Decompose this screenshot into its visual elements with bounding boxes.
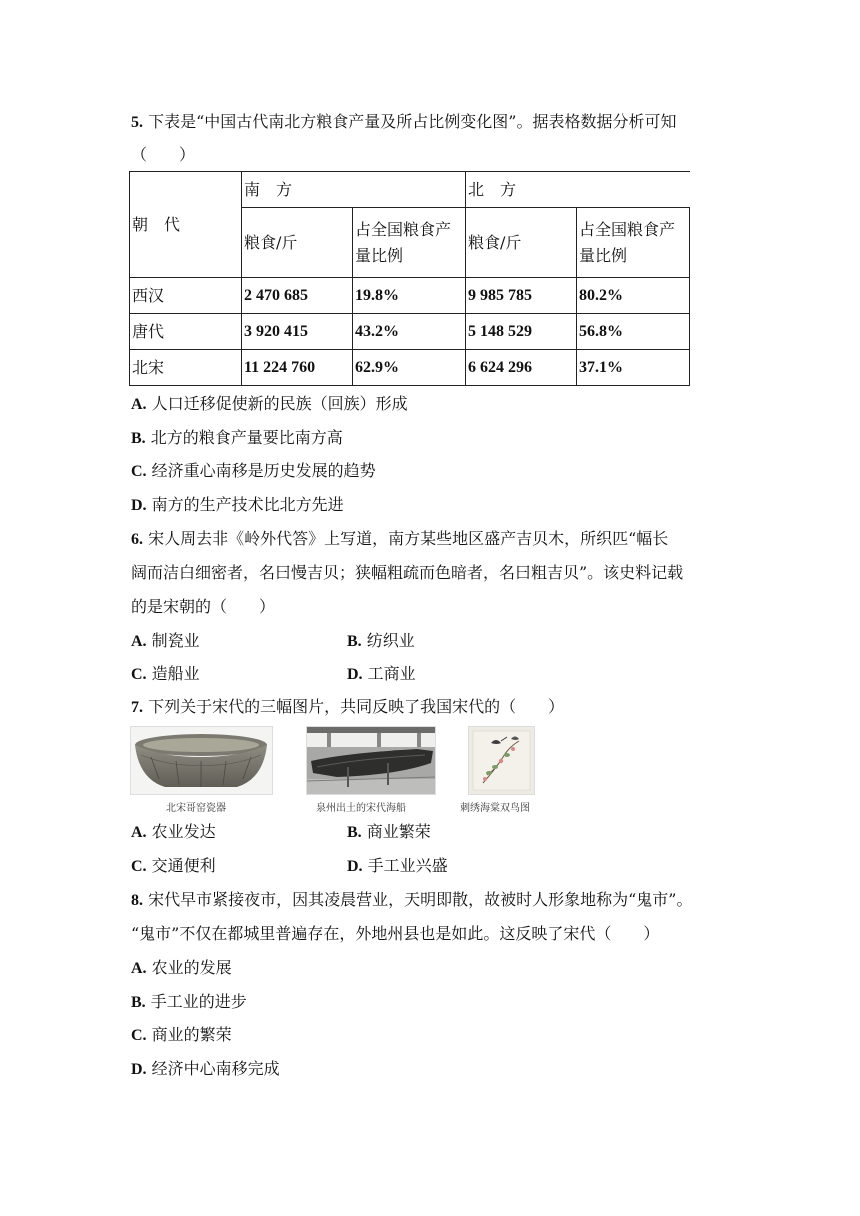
q7-number: 7. [131, 699, 143, 716]
embroidery-drawing [469, 727, 534, 794]
figure-caption: 北宋哥窑瓷器 [166, 803, 226, 814]
q7-option-a[interactable] [131, 822, 216, 843]
option-letter: C. [131, 666, 147, 683]
q6-option-a[interactable] [131, 631, 200, 652]
q5-stem [131, 112, 676, 133]
header-south-grain: 粮食/斤 [242, 208, 353, 278]
option-text: 商业繁荣 [366, 822, 431, 841]
porcelain-bowl-image [130, 726, 273, 795]
cell-north-ratio: 56.8% [577, 314, 690, 350]
cell-north-ratio: 80.2% [577, 278, 690, 314]
cell-north-grain: 9 985 785 [466, 278, 577, 314]
option-letter: D. [131, 1061, 147, 1078]
option-text: 经济中心南移完成 [151, 1059, 280, 1078]
ship-drawing [307, 727, 435, 794]
header-south-ratio [353, 208, 466, 278]
option-letter: C. [131, 858, 147, 875]
option-letter: D. [131, 497, 147, 514]
option-letter: A. [131, 960, 147, 977]
figure-caption: 刺绣海棠双鸟图 [460, 803, 530, 814]
figure-caption: 泉州出土的宋代海船 [316, 803, 406, 814]
option-text: 纺织业 [366, 631, 415, 650]
header-north-grain: 粮食/斤 [466, 208, 577, 278]
option-letter: C. [131, 463, 147, 480]
q8-stem-line1 [131, 890, 692, 911]
q6-option-d[interactable] [347, 664, 416, 685]
cell-north-grain: 6 624 296 [466, 350, 577, 386]
option-letter: D. [347, 666, 363, 683]
ratio-line2: 量比例 [355, 245, 404, 265]
q6-option-b[interactable] [347, 631, 415, 652]
header-north-ratio [577, 208, 690, 278]
bowl-drawing [131, 727, 272, 794]
option-letter: B. [347, 824, 362, 841]
q8-option-b[interactable] [131, 992, 247, 1013]
q8-option-c[interactable] [131, 1025, 232, 1046]
cell-south-grain: 3 920 415 [242, 314, 353, 350]
q6-number: 6. [131, 531, 143, 548]
cell-dynasty: 北宋 [130, 350, 242, 386]
option-text: 制瓷业 [151, 631, 200, 650]
header-north: 北 方 [466, 172, 690, 208]
option-text: 工商业 [367, 664, 416, 683]
option-text: 经济重心南移是历史发展的趋势 [151, 461, 376, 480]
option-text: 农业的发展 [151, 958, 232, 977]
option-letter: B. [131, 430, 146, 447]
option-text: 南方的生产技术比北方先进 [151, 495, 344, 514]
q8-option-a[interactable] [131, 958, 232, 979]
header-south: 南 方 [242, 172, 466, 208]
option-text: 商业的繁荣 [151, 1025, 232, 1044]
option-text: 手工业的进步 [150, 992, 247, 1011]
table-row [130, 278, 690, 314]
embroidery-image [468, 726, 535, 795]
option-text: 人口迁移促使新的民族（回族）形成 [151, 394, 408, 413]
q6-option-c[interactable] [131, 664, 200, 685]
ratio-line2: 量比例 [579, 245, 628, 265]
option-text: 手工业兴盛 [367, 856, 448, 875]
q5-number: 5. [131, 114, 143, 131]
cell-dynasty: 唐代 [130, 314, 242, 350]
q8-option-d[interactable] [131, 1059, 280, 1080]
option-text: 交通便利 [151, 856, 216, 875]
ratio-line1: 占全国粮食产 [355, 219, 452, 239]
q5-option-b[interactable] [131, 428, 343, 449]
option-text: 造船业 [151, 664, 200, 683]
q8-stem-line2: “鬼市”不仅在都城里普遍存在，外地州县也是如此。这反映了宋代（ ） [131, 924, 660, 943]
option-letter: C. [131, 1027, 147, 1044]
q5-answer-paren: （ ） [131, 145, 196, 164]
option-letter: B. [347, 633, 362, 650]
cell-dynasty: 西汉 [130, 278, 242, 314]
cell-south-ratio: 43.2% [353, 314, 466, 350]
cell-south-ratio: 19.8% [353, 278, 466, 314]
option-text: 北方的粮食产量要比南方高 [150, 428, 343, 447]
ship-image [306, 726, 436, 795]
table-row [130, 350, 690, 386]
cell-north-grain: 5 148 529 [466, 314, 577, 350]
option-letter: A. [131, 824, 147, 841]
q5-stem-text: 下表是“中国古代南北方粮食产量及所占比例变化图”。据表格数据分析可知 [148, 112, 677, 131]
option-letter: D. [347, 858, 363, 875]
table-row [130, 314, 690, 350]
q7-stem [131, 697, 564, 718]
q7-option-b[interactable] [347, 822, 431, 843]
q7-text: 下列关于宋代的三幅图片，共同反映了我国宋代的（ ） [148, 697, 565, 716]
q8-number: 8. [131, 892, 143, 909]
option-letter: A. [131, 396, 147, 413]
q8-text: 宋代早市紧接夜市，因其凌晨营业，天明即散，故被时人形象地称为“鬼市”。 [148, 890, 693, 909]
grain-table [129, 171, 690, 386]
q7-option-d[interactable] [347, 856, 448, 877]
q6-text: 宋人周去非《岭外代答》上写道，南方某些地区盛产吉贝木，所织匹“幅长 [148, 529, 669, 548]
q6-stem-line1 [131, 529, 668, 550]
option-letter: B. [131, 994, 146, 1011]
q6-stem-line2: 阔而洁白细密者，名曰慢吉贝；狭幅粗疏而色暗者，名曰粗吉贝”。该史料记载 [131, 563, 684, 582]
cell-north-ratio: 37.1% [577, 350, 690, 386]
ratio-line1: 占全国粮食产 [579, 219, 676, 239]
header-dynasty: 朝 代 [130, 172, 242, 278]
option-letter: A. [131, 633, 147, 650]
q7-option-c[interactable] [131, 856, 216, 877]
q6-stem-line3: 的是宋朝的（ ） [131, 597, 276, 616]
q5-option-d[interactable] [131, 495, 344, 516]
option-text: 农业发达 [151, 822, 216, 841]
cell-south-ratio: 62.9% [353, 350, 466, 386]
q5-option-c[interactable] [131, 461, 376, 482]
cell-south-grain: 11 224 760 [242, 350, 353, 386]
q5-option-a[interactable] [131, 394, 408, 415]
cell-south-grain: 2 470 685 [242, 278, 353, 314]
